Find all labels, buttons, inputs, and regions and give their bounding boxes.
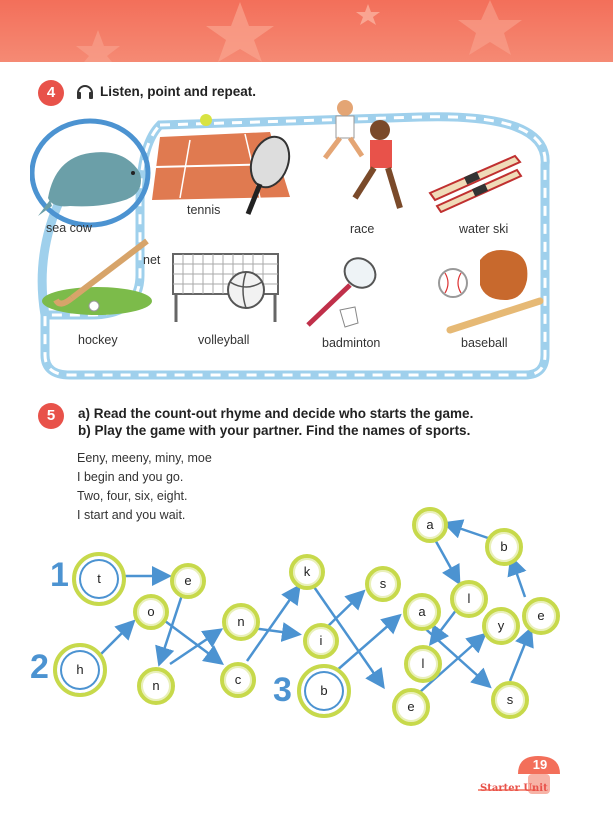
label-water-ski: water ski — [459, 222, 509, 236]
maze-bubble-a[interactable]: a — [403, 593, 441, 631]
maze-bubble-e[interactable]: e — [170, 563, 206, 599]
start-number-2: 2 — [30, 648, 49, 686]
maze-bubble-a[interactable]: a — [412, 507, 448, 543]
rhyme-line: Two, four, six, eight. — [77, 489, 188, 503]
exercise-5-instruction-a: a) Read the count-out rhyme and decide who starts the game. — [78, 406, 474, 421]
maze-bubble-l[interactable]: l — [404, 645, 442, 683]
maze-bubble-t[interactable]: t — [72, 552, 126, 606]
maze-bubble-y[interactable]: y — [482, 607, 520, 645]
exercise-number-5: 5 — [38, 403, 64, 429]
label-tennis: tennis — [187, 203, 221, 217]
maze-bubble-h[interactable]: h — [53, 643, 107, 697]
label-net: net — [143, 253, 161, 267]
rhyme-line: I begin and you go. — [77, 470, 184, 484]
maze-bubble-s[interactable]: s — [491, 681, 529, 719]
maze-bubble-e[interactable]: e — [522, 597, 560, 635]
maze-bubble-s[interactable]: s — [365, 566, 401, 602]
label-hockey: hockey — [78, 333, 118, 347]
label-race: race — [350, 222, 375, 236]
start-number-1: 1 — [50, 556, 69, 594]
maze-bubble-i[interactable]: i — [303, 623, 339, 659]
maze-bubble-k[interactable]: k — [289, 554, 325, 590]
rhyme-line: Eeny, meeny, miny, moe — [77, 451, 212, 465]
exercise-number-4: 4 — [38, 80, 64, 106]
label-badminton: badminton — [322, 336, 381, 350]
label-volleyball: volleyball — [198, 333, 250, 347]
maze-bubble-e[interactable]: e — [392, 688, 430, 726]
page-number: 19 — [532, 757, 548, 772]
maze-bubble-b[interactable]: b — [485, 528, 523, 566]
exercise-4-instruction: Listen, point and repeat. — [100, 84, 257, 99]
maze-bubble-n[interactable]: n — [222, 603, 260, 641]
maze-bubble-n[interactable]: n — [137, 667, 175, 705]
label-sea-cow: sea cow — [46, 221, 92, 235]
maze-bubble-o[interactable]: o — [133, 594, 169, 630]
label-baseball: baseball — [461, 336, 508, 350]
start-number-3: 3 — [273, 671, 292, 709]
rhyme-line: I start and you wait. — [77, 508, 186, 522]
unit-label: Starter Unit — [480, 783, 548, 794]
maze-bubble-c[interactable]: c — [220, 662, 256, 698]
maze-bubble-b[interactable]: b — [297, 664, 351, 718]
maze-bubble-l[interactable]: l — [450, 580, 488, 618]
exercise-5-instruction-b: b) Play the game with your partner. Find the names of sports. — [78, 423, 471, 438]
